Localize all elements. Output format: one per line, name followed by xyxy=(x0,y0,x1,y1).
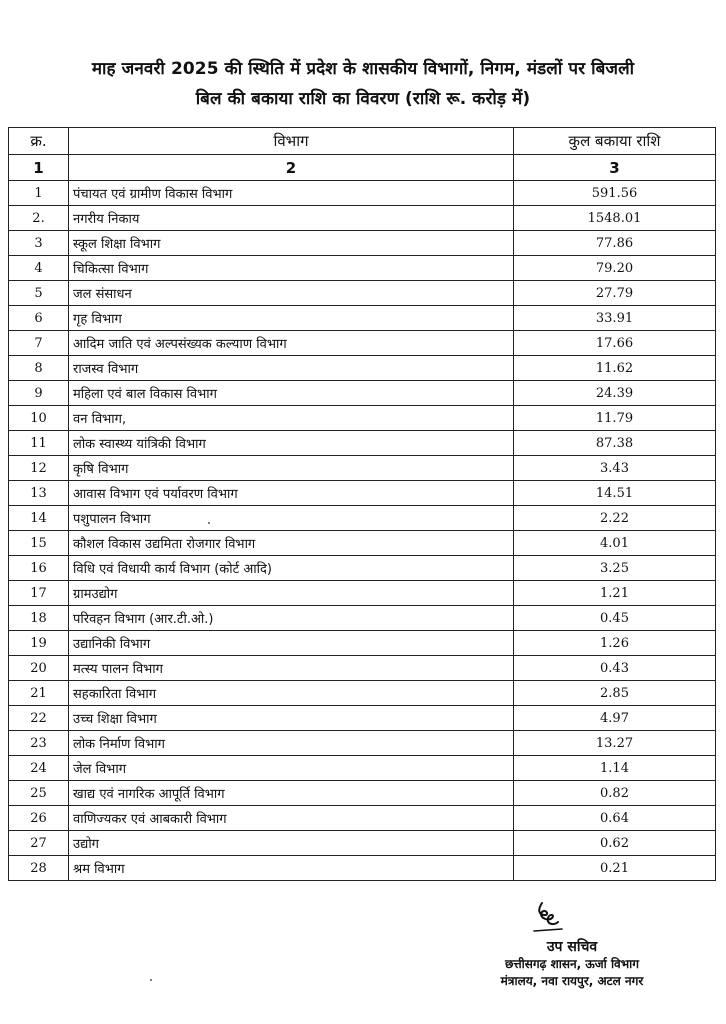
table-row xyxy=(9,306,716,331)
row-amount: 24.39 xyxy=(514,381,716,406)
row-amount: 4.97 xyxy=(514,706,716,731)
row-amount: 4.01 xyxy=(514,531,716,556)
table-row xyxy=(9,531,716,556)
row-serial: 20 xyxy=(9,656,69,681)
arrears-table xyxy=(8,127,716,881)
row-department: ग्रामउद्योग xyxy=(69,581,514,606)
table-row xyxy=(9,506,716,531)
row-department: उद्योग xyxy=(69,831,514,856)
row-amount: 27.79 xyxy=(514,281,716,306)
table-row xyxy=(9,331,716,356)
row-amount: 87.38 xyxy=(514,431,716,456)
row-serial: 10 xyxy=(9,406,69,431)
table-row xyxy=(9,206,716,231)
row-amount: 17.66 xyxy=(514,331,716,356)
row-amount: 0.21 xyxy=(514,856,716,881)
table-row xyxy=(9,806,716,831)
table-row xyxy=(9,856,716,881)
row-amount: 2.85 xyxy=(514,681,716,706)
table-row xyxy=(9,181,716,206)
row-department: कौशल विकास उद्यमिता रोजगार विभाग xyxy=(69,531,514,556)
table-row xyxy=(9,706,716,731)
row-amount: 33.91 xyxy=(514,306,716,331)
row-amount: 1.26 xyxy=(514,631,716,656)
row-serial: 15 xyxy=(9,531,69,556)
row-serial: 7 xyxy=(9,331,69,356)
row-department: राजस्व विभाग xyxy=(69,356,514,381)
table-row xyxy=(9,231,716,256)
row-serial: 13 xyxy=(9,481,69,506)
row-amount: 0.64 xyxy=(514,806,716,831)
row-serial: 6 xyxy=(9,306,69,331)
table-row xyxy=(9,356,716,381)
column-number: 2 xyxy=(69,155,514,181)
row-serial: 1 xyxy=(9,181,69,206)
table-row xyxy=(9,481,716,506)
table-row xyxy=(9,681,716,706)
row-serial: 26 xyxy=(9,806,69,831)
row-department: कृषि विभाग xyxy=(69,456,514,481)
row-department: आवास विभाग एवं पर्यावरण विभाग xyxy=(69,481,514,506)
row-department: मत्स्य पालन विभाग xyxy=(69,656,514,681)
row-serial: 27 xyxy=(9,831,69,856)
table-row xyxy=(9,781,716,806)
table-body xyxy=(9,181,716,881)
row-serial: 24 xyxy=(9,756,69,781)
row-amount: 77.86 xyxy=(514,231,716,256)
table-row xyxy=(9,256,716,281)
row-department: वन विभाग, xyxy=(69,406,514,431)
row-serial: 22 xyxy=(9,706,69,731)
table-row xyxy=(9,406,716,431)
header-row xyxy=(9,128,716,155)
table-row xyxy=(9,381,716,406)
row-serial: 16 xyxy=(9,556,69,581)
row-serial: 8 xyxy=(9,356,69,381)
row-serial: 11 xyxy=(9,431,69,456)
row-amount: 1.21 xyxy=(514,581,716,606)
column-number: 1 xyxy=(9,155,69,181)
row-amount: 0.43 xyxy=(514,656,716,681)
row-amount: 79.20 xyxy=(514,256,716,281)
row-amount: 14.51 xyxy=(514,481,716,506)
row-department: आदिम जाति एवं अल्पसंख्यक कल्याण विभाग xyxy=(69,331,514,356)
scan-speck xyxy=(208,522,210,524)
table-row xyxy=(9,281,716,306)
row-department: स्कूल शिक्षा विभाग xyxy=(69,231,514,256)
row-department: पशुपालन विभाग xyxy=(69,506,514,531)
row-department: उद्यानिकी विभाग xyxy=(69,631,514,656)
row-serial: 4 xyxy=(9,256,69,281)
row-department: विधि एवं विधायी कार्य विभाग (कोर्ट आदि) xyxy=(69,556,514,581)
row-amount: 0.82 xyxy=(514,781,716,806)
signatory-office: छत्तीसगढ़ शासन, ऊर्जा विभाग xyxy=(504,957,640,971)
row-amount: 591.56 xyxy=(514,181,716,206)
row-amount: 2.22 xyxy=(514,506,716,531)
row-serial: 3 xyxy=(9,231,69,256)
scan-speck xyxy=(150,979,152,981)
row-department: चिकित्सा विभाग xyxy=(69,256,514,281)
header-department: विभाग xyxy=(69,128,514,155)
table-row xyxy=(9,756,716,781)
header-serial: क्र. xyxy=(9,128,69,155)
table-row xyxy=(9,656,716,681)
row-amount: 1548.01 xyxy=(514,206,716,231)
row-department: लोक निर्माण विभाग xyxy=(69,731,514,756)
row-amount: 3.43 xyxy=(514,456,716,481)
row-amount: 3.25 xyxy=(514,556,716,581)
row-department: जेल विभाग xyxy=(69,756,514,781)
row-serial: 5 xyxy=(9,281,69,306)
row-department: सहकारिता विभाग xyxy=(69,681,514,706)
row-department: पंचायत एवं ग्रामीण विकास विभाग xyxy=(69,181,514,206)
table-row xyxy=(9,456,716,481)
handwritten-signature xyxy=(462,898,682,938)
row-serial: 25 xyxy=(9,781,69,806)
row-serial: 9 xyxy=(9,381,69,406)
table-row xyxy=(9,731,716,756)
row-department: महिला एवं बाल विकास विभाग xyxy=(69,381,514,406)
title-line-2: बिल की बकाया राशि का विवरण (राशि रू. करोड़ में) xyxy=(195,89,531,109)
row-amount: 11.79 xyxy=(514,406,716,431)
signature-block xyxy=(462,898,682,990)
row-serial: 12 xyxy=(9,456,69,481)
row-serial: 28 xyxy=(9,856,69,881)
row-amount: 1.14 xyxy=(514,756,716,781)
title-line-1: माह जनवरी 2025 की स्थिति में प्रदेश के शासकीय विभागों, निगम, मंडलों पर बिजली xyxy=(91,59,635,79)
row-serial: 17 xyxy=(9,581,69,606)
table-row xyxy=(9,431,716,456)
row-department: गृह विभाग xyxy=(69,306,514,331)
column-number-row xyxy=(9,155,716,181)
row-serial: 18 xyxy=(9,606,69,631)
row-serial: 14 xyxy=(9,506,69,531)
table-row xyxy=(9,606,716,631)
row-serial: 21 xyxy=(9,681,69,706)
row-department: नगरीय निकाय xyxy=(69,206,514,231)
column-number: 3 xyxy=(514,155,716,181)
table-row xyxy=(9,581,716,606)
signatory-designation: उप सचिव xyxy=(546,939,598,955)
row-amount: 11.62 xyxy=(514,356,716,381)
table-row xyxy=(9,631,716,656)
document-title xyxy=(14,54,712,114)
table-row xyxy=(9,556,716,581)
row-department: परिवहन विभाग (आर.टी.ओ.) xyxy=(69,606,514,631)
row-amount: 0.45 xyxy=(514,606,716,631)
row-serial: 19 xyxy=(9,631,69,656)
row-department: उच्च शिक्षा विभाग xyxy=(69,706,514,731)
row-serial: 23 xyxy=(9,731,69,756)
row-department: वाणिज्यकर एवं आबकारी विभाग xyxy=(69,806,514,831)
row-serial: 2. xyxy=(9,206,69,231)
signatory-address: मंत्रालय, नवा रायपुर, अटल नगर xyxy=(500,974,644,988)
header-amount: कुल बकाया राशि xyxy=(514,128,716,155)
row-amount: 0.62 xyxy=(514,831,716,856)
row-department: लोक स्वास्थ्य यांत्रिकी विभाग xyxy=(69,431,514,456)
row-department: खाद्य एवं नागरिक आपूर्ति विभाग xyxy=(69,781,514,806)
row-amount: 13.27 xyxy=(514,731,716,756)
row-department: श्रम विभाग xyxy=(69,856,514,881)
row-department: जल संसाधन xyxy=(69,281,514,306)
table-row xyxy=(9,831,716,856)
